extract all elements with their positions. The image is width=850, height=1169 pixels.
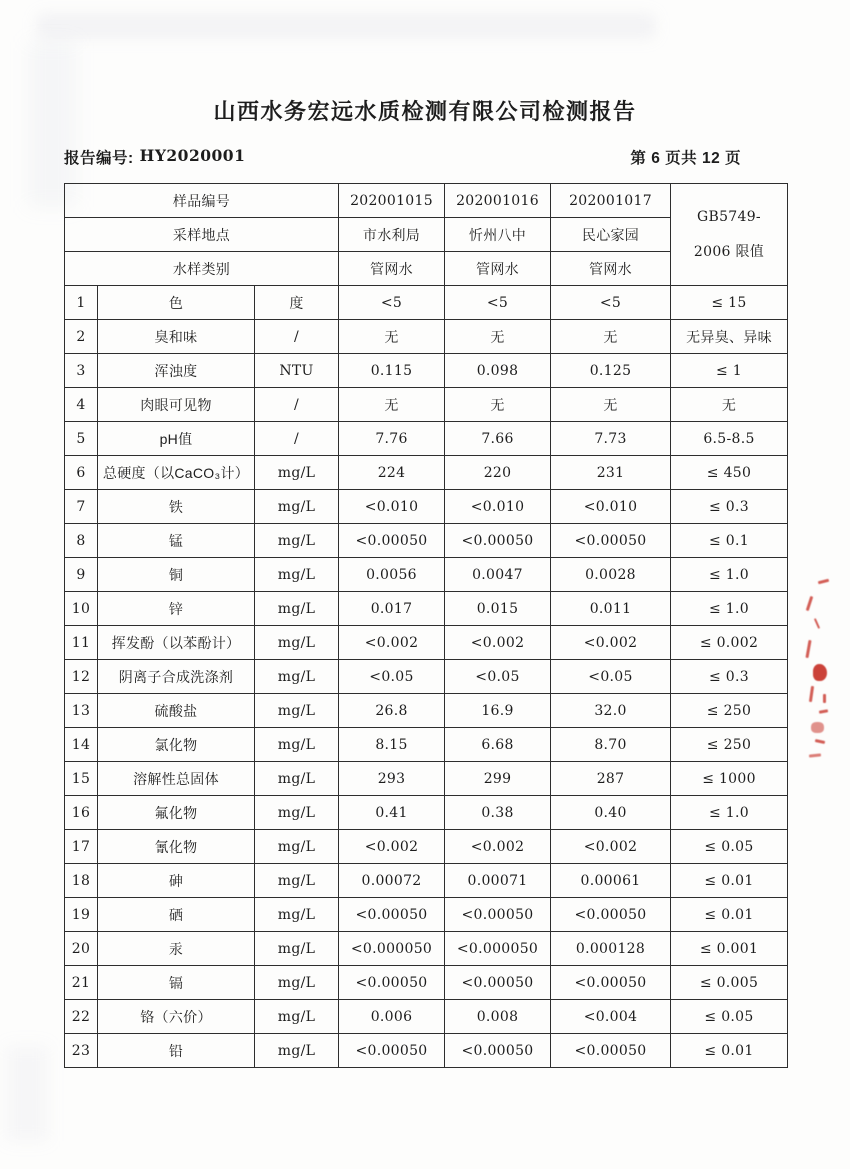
table-row — [65, 660, 788, 694]
row-number-cell: 8 — [65, 524, 98, 558]
seal-mark — [823, 694, 826, 703]
row-number-cell: 20 — [65, 932, 98, 966]
value-cell: <0.002 — [339, 830, 445, 864]
limit-cell: ≤ 1000 — [671, 762, 788, 796]
table-row — [65, 490, 788, 524]
value-cell: 8.70 — [551, 728, 671, 762]
value-cell: 无 — [445, 320, 551, 354]
red-seal-fragment — [800, 576, 840, 766]
value-cell: <0.002 — [445, 830, 551, 864]
value-cell: <0.00050 — [339, 898, 445, 932]
seal-mark — [813, 664, 827, 681]
value-cell: 6.68 — [445, 728, 551, 762]
unit-cell: mg/L — [255, 626, 339, 660]
param-name-cell: 氰化物 — [98, 830, 255, 864]
report-number-label: 报告编号: — [64, 150, 134, 167]
value-cell: <0.010 — [551, 490, 671, 524]
type-cell: 管网水 — [339, 252, 445, 286]
table-header-body — [65, 184, 788, 286]
row-number-cell: 14 — [65, 728, 98, 762]
value-cell: 0.0056 — [339, 558, 445, 592]
param-name-cell: 总硬度（以CaCO₃计） — [98, 456, 255, 490]
table-row — [65, 592, 788, 626]
seal-mark — [814, 618, 820, 629]
row-number-cell: 6 — [65, 456, 98, 490]
value-cell: <0.002 — [339, 626, 445, 660]
unit-cell: / — [255, 422, 339, 456]
limit-cell: ≤ 15 — [671, 286, 788, 320]
value-cell: 无 — [339, 320, 445, 354]
header-row-sample-id — [65, 184, 788, 218]
limit-cell: ≤ 450 — [671, 456, 788, 490]
row-number-cell: 23 — [65, 1034, 98, 1068]
limit-cell: ≤ 0.01 — [671, 864, 788, 898]
value-cell: 0.098 — [445, 354, 551, 388]
value-cell: 0.40 — [551, 796, 671, 830]
value-cell: 0.017 — [339, 592, 445, 626]
seal-mark — [818, 579, 829, 585]
value-cell: <0.05 — [551, 660, 671, 694]
value-cell: <0.010 — [445, 490, 551, 524]
row-number-cell: 3 — [65, 354, 98, 388]
table-row — [65, 558, 788, 592]
seal-mark — [815, 739, 825, 744]
type-cell: 管网水 — [551, 252, 671, 286]
unit-cell: mg/L — [255, 1034, 339, 1068]
row-number-cell: 21 — [65, 966, 98, 1000]
param-name-cell: 铁 — [98, 490, 255, 524]
table-row — [65, 966, 788, 1000]
limit-header-year: 2006 限值 — [693, 243, 765, 260]
limit-cell: ≤ 0.05 — [671, 1000, 788, 1034]
param-name-cell: 挥发酚（以苯酚计） — [98, 626, 255, 660]
type-label-cell: 水样类别 — [65, 252, 339, 286]
value-cell: <0.002 — [551, 626, 671, 660]
table-row — [65, 388, 788, 422]
param-name-cell: 阴离子合成洗涤剂 — [98, 660, 255, 694]
limit-cell: ≤ 0.1 — [671, 524, 788, 558]
param-name-cell: 硒 — [98, 898, 255, 932]
row-number-cell: 10 — [65, 592, 98, 626]
table-row — [65, 1034, 788, 1068]
unit-cell: mg/L — [255, 864, 339, 898]
location-label-cell: 采样地点 — [65, 218, 339, 252]
sample-id-cell: 202001017 — [551, 184, 671, 218]
param-name-cell: 汞 — [98, 932, 255, 966]
unit-cell: mg/L — [255, 660, 339, 694]
limit-cell: ≤ 250 — [671, 728, 788, 762]
row-number-cell: 22 — [65, 1000, 98, 1034]
report-number-value: HY2020001 — [139, 146, 246, 165]
unit-cell: mg/L — [255, 932, 339, 966]
value-cell: 0.015 — [445, 592, 551, 626]
value-cell: 0.011 — [551, 592, 671, 626]
table-row — [65, 898, 788, 932]
seal-mark — [811, 722, 824, 733]
row-number-cell: 2 — [65, 320, 98, 354]
row-number-cell: 4 — [65, 388, 98, 422]
param-name-cell: 锰 — [98, 524, 255, 558]
limit-cell: 无 — [671, 388, 788, 422]
type-cell: 管网水 — [445, 252, 551, 286]
table-row — [65, 1000, 788, 1034]
row-number-cell: 16 — [65, 796, 98, 830]
row-number-cell: 17 — [65, 830, 98, 864]
unit-cell: mg/L — [255, 694, 339, 728]
value-cell: 0.125 — [551, 354, 671, 388]
value-cell: 231 — [551, 456, 671, 490]
value-cell: <0.00050 — [551, 966, 671, 1000]
row-number-cell: 11 — [65, 626, 98, 660]
row-number-cell: 1 — [65, 286, 98, 320]
value-cell: 0.00071 — [445, 864, 551, 898]
value-cell: 0.0028 — [551, 558, 671, 592]
param-name-cell: 氯化物 — [98, 728, 255, 762]
value-cell: 0.006 — [339, 1000, 445, 1034]
unit-cell: mg/L — [255, 898, 339, 932]
limit-cell: ≤ 250 — [671, 694, 788, 728]
value-cell: 0.00061 — [551, 864, 671, 898]
results-body — [65, 286, 788, 1068]
value-cell: <0.010 — [339, 490, 445, 524]
param-name-cell: 镉 — [98, 966, 255, 1000]
value-cell: <0.00050 — [339, 1034, 445, 1068]
table-row — [65, 626, 788, 660]
unit-cell: mg/L — [255, 728, 339, 762]
unit-cell: mg/L — [255, 762, 339, 796]
table-row — [65, 728, 788, 762]
value-cell: 26.8 — [339, 694, 445, 728]
unit-cell: mg/L — [255, 796, 339, 830]
value-cell: 无 — [551, 388, 671, 422]
unit-cell: / — [255, 388, 339, 422]
unit-cell: mg/L — [255, 524, 339, 558]
row-number-cell: 15 — [65, 762, 98, 796]
value-cell: <0.05 — [445, 660, 551, 694]
value-cell: 0.41 — [339, 796, 445, 830]
value-cell: 0.008 — [445, 1000, 551, 1034]
table-row — [65, 354, 788, 388]
value-cell: 0.0047 — [445, 558, 551, 592]
seal-mark — [805, 640, 811, 658]
value-cell: <0.000050 — [339, 932, 445, 966]
value-cell: 299 — [445, 762, 551, 796]
limit-cell: ≤ 0.001 — [671, 932, 788, 966]
sample-id-label-cell: 样品编号 — [65, 184, 339, 218]
param-name-cell: 肉眼可见物 — [98, 388, 255, 422]
value-cell: 287 — [551, 762, 671, 796]
unit-cell: mg/L — [255, 490, 339, 524]
row-number-cell: 13 — [65, 694, 98, 728]
value-cell: 0.000128 — [551, 932, 671, 966]
seal-mark — [819, 709, 828, 714]
value-cell: <0.00050 — [445, 966, 551, 1000]
value-cell: <5 — [339, 286, 445, 320]
limit-cell: 无异臭、异味 — [671, 320, 788, 354]
param-name-cell: 砷 — [98, 864, 255, 898]
param-name-cell: 臭和味 — [98, 320, 255, 354]
table-row — [65, 830, 788, 864]
sample-id-cell: 202001016 — [445, 184, 551, 218]
limit-cell: ≤ 1.0 — [671, 796, 788, 830]
value-cell: <0.000050 — [445, 932, 551, 966]
limit-cell: 6.5-8.5 — [671, 422, 788, 456]
value-cell: <5 — [445, 286, 551, 320]
value-cell: <0.002 — [551, 830, 671, 864]
sample-id-cell: 202001015 — [339, 184, 445, 218]
table-row — [65, 422, 788, 456]
param-name-cell: 锌 — [98, 592, 255, 626]
row-number-cell: 19 — [65, 898, 98, 932]
seal-mark — [806, 596, 813, 611]
table-row — [65, 932, 788, 966]
param-name-cell: 铜 — [98, 558, 255, 592]
seal-mark — [809, 686, 814, 702]
unit-cell: mg/L — [255, 830, 339, 864]
value-cell: <5 — [551, 286, 671, 320]
value-cell: 7.73 — [551, 422, 671, 456]
limit-cell: ≤ 0.01 — [671, 1034, 788, 1068]
value-cell: <0.002 — [445, 626, 551, 660]
row-number-cell: 7 — [65, 490, 98, 524]
page-indicator: 第 6 页共 12 页 — [630, 150, 741, 167]
table-row — [65, 320, 788, 354]
unit-cell: 度 — [255, 286, 339, 320]
water-quality-table — [64, 183, 788, 1068]
value-cell: 无 — [445, 388, 551, 422]
value-cell: <0.05 — [339, 660, 445, 694]
limit-header-cell — [671, 184, 788, 286]
value-cell: 32.0 — [551, 694, 671, 728]
row-number-cell: 9 — [65, 558, 98, 592]
value-cell: 0.115 — [339, 354, 445, 388]
unit-cell: mg/L — [255, 966, 339, 1000]
limit-cell: ≤ 0.005 — [671, 966, 788, 1000]
scan-artifact-bottom-smudge — [6, 1046, 48, 1141]
unit-cell: NTU — [255, 354, 339, 388]
value-cell: 0.38 — [445, 796, 551, 830]
row-number-cell: 5 — [65, 422, 98, 456]
value-cell: 224 — [339, 456, 445, 490]
limit-cell: ≤ 1 — [671, 354, 788, 388]
table-row — [65, 796, 788, 830]
location-cell: 忻州八中 — [445, 218, 551, 252]
value-cell: <0.00050 — [551, 524, 671, 558]
page-title: 山西水务宏远水质检测有限公司检测报告 — [213, 100, 637, 125]
limit-cell: ≤ 0.3 — [671, 660, 788, 694]
param-name-cell: 铅 — [98, 1034, 255, 1068]
limit-cell: ≤ 1.0 — [671, 558, 788, 592]
value-cell: <0.00050 — [551, 898, 671, 932]
value-cell: 0.00072 — [339, 864, 445, 898]
value-cell: <0.00050 — [551, 1034, 671, 1068]
param-name-cell: pH值 — [98, 422, 255, 456]
limit-cell: ≤ 0.05 — [671, 830, 788, 864]
value-cell: <0.00050 — [339, 966, 445, 1000]
limit-cell: ≤ 0.01 — [671, 898, 788, 932]
report-number — [64, 146, 245, 168]
limit-header-standard: GB5749- — [697, 208, 761, 225]
value-cell: <0.00050 — [445, 524, 551, 558]
value-cell: <0.004 — [551, 1000, 671, 1034]
row-number-cell: 12 — [65, 660, 98, 694]
unit-cell: mg/L — [255, 1000, 339, 1034]
param-name-cell: 铬（六价） — [98, 1000, 255, 1034]
param-name-cell: 浑浊度 — [98, 354, 255, 388]
value-cell: 8.15 — [339, 728, 445, 762]
value-cell: 16.9 — [445, 694, 551, 728]
limit-cell: ≤ 0.002 — [671, 626, 788, 660]
seal-mark — [809, 753, 821, 757]
location-cell: 市水利局 — [339, 218, 445, 252]
location-cell: 民心家园 — [551, 218, 671, 252]
scan-artifact-top-smudge — [36, 13, 656, 39]
value-cell: <0.00050 — [445, 1034, 551, 1068]
limit-cell: ≤ 1.0 — [671, 592, 788, 626]
value-cell: <0.00050 — [339, 524, 445, 558]
table-row — [65, 286, 788, 320]
unit-cell: mg/L — [255, 592, 339, 626]
value-cell: 无 — [339, 388, 445, 422]
unit-cell: mg/L — [255, 558, 339, 592]
value-cell: 7.66 — [445, 422, 551, 456]
value-cell: 7.76 — [339, 422, 445, 456]
table-row — [65, 762, 788, 796]
param-name-cell: 氟化物 — [98, 796, 255, 830]
value-cell: <0.00050 — [445, 898, 551, 932]
value-cell: 293 — [339, 762, 445, 796]
param-name-cell: 硫酸盐 — [98, 694, 255, 728]
param-name-cell: 色 — [98, 286, 255, 320]
row-number-cell: 18 — [65, 864, 98, 898]
table-row — [65, 456, 788, 490]
table-row — [65, 694, 788, 728]
table-row — [65, 524, 788, 558]
limit-cell: ≤ 0.3 — [671, 490, 788, 524]
unit-cell: mg/L — [255, 456, 339, 490]
report-info-row — [64, 146, 787, 168]
param-name-cell: 溶解性总固体 — [98, 762, 255, 796]
unit-cell: / — [255, 320, 339, 354]
value-cell: 无 — [551, 320, 671, 354]
value-cell: 220 — [445, 456, 551, 490]
table-row — [65, 864, 788, 898]
